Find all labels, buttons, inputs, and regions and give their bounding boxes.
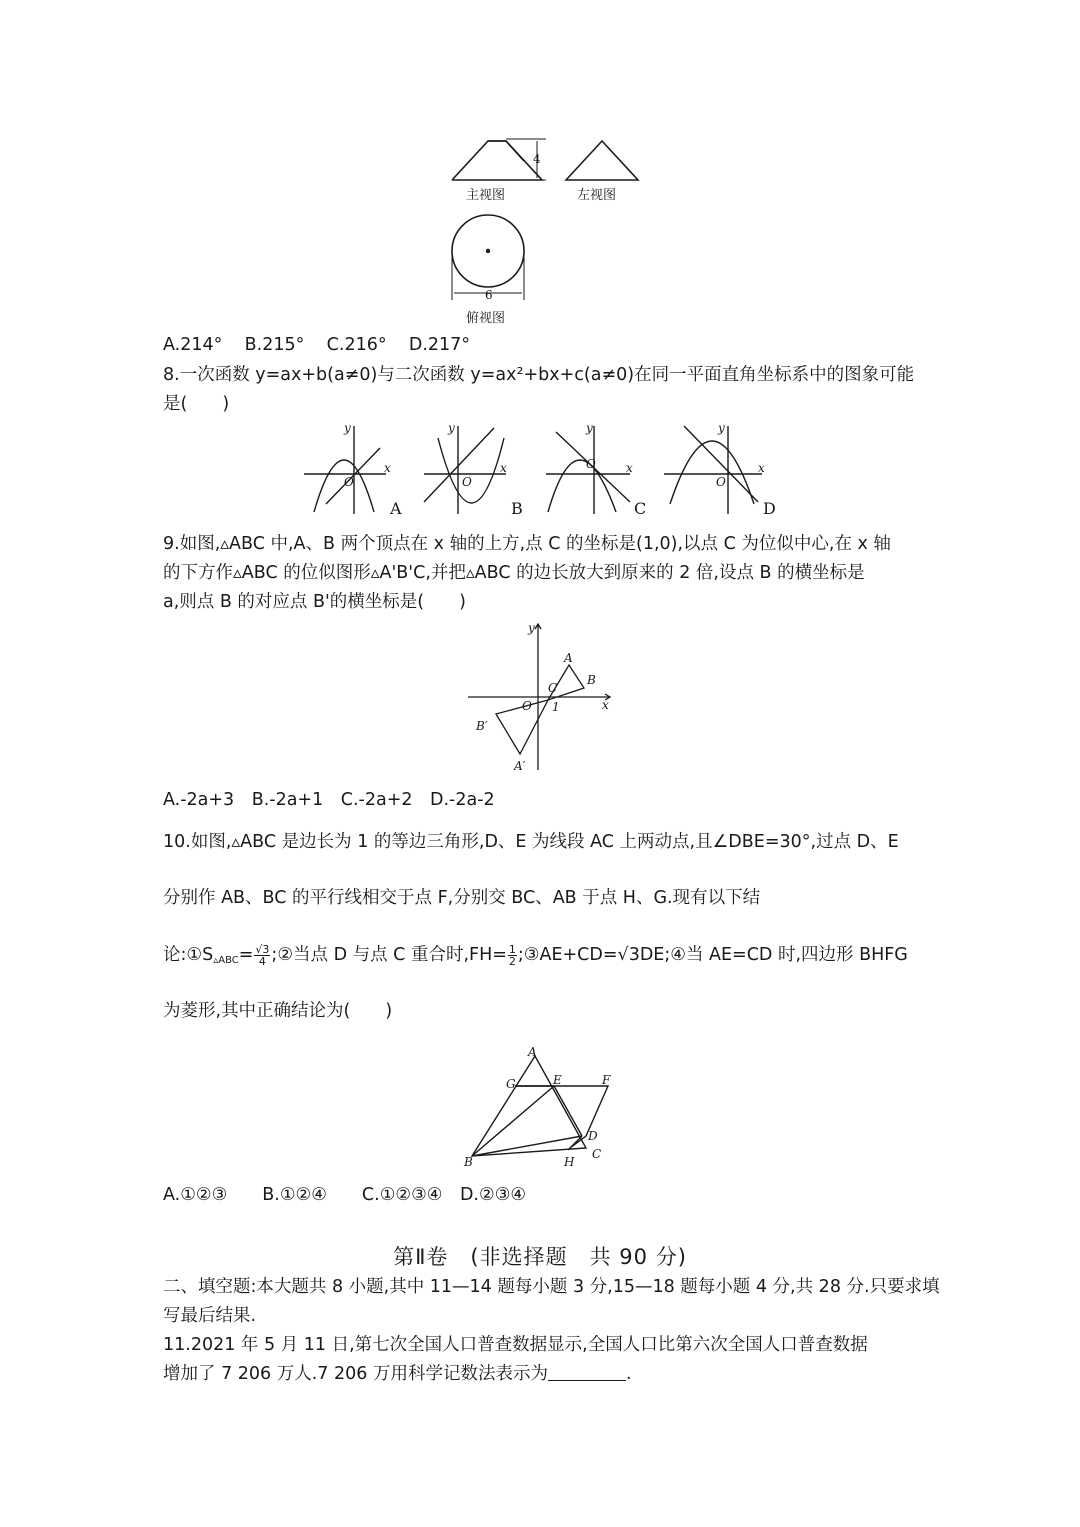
- q10-point-b: B: [464, 1155, 473, 1169]
- q10-frac1-num: √3: [255, 942, 270, 956]
- q11-text-line1: 11.2021 年 5 月 11 日,第七次全国人口普查数据显示,全国人口比第六次全国人口普查数据: [163, 1335, 868, 1355]
- graph-c-x-label: x: [626, 461, 633, 475]
- section-2-intro-line1: 二、填空题:本大题共 8 小题,其中 11—14 题每小题 3 分,15—18 题每小题 4 分,共 28 分.只要求填: [163, 1277, 940, 1297]
- q10-text-line4: 为菱形,其中正确结论为( ): [163, 1001, 393, 1021]
- q10-text-line3: [163, 941, 908, 975]
- q10-fraction-sqrt3-over-4: [254, 944, 270, 967]
- q9-text-line2: 的下方作▵ABC 的位似图形▵A'B'C,并把▵ABC 的边长放大到原来的 2 倍,设点 B 的横坐标是: [163, 563, 865, 583]
- top-view-label: 俯视图: [466, 311, 506, 326]
- graph-a-x-label: x: [384, 461, 391, 475]
- q9-figure: [468, 620, 618, 776]
- q7-option-d: D.217°: [408, 335, 471, 355]
- diameter-dimension: 6: [485, 288, 493, 302]
- graph-b: [424, 426, 506, 514]
- q10-point-d: D: [588, 1129, 598, 1143]
- three-view-figure: [440, 128, 660, 328]
- graph-a: [304, 426, 386, 514]
- q10-frac2-den: 2: [508, 954, 516, 968]
- q10-point-g: G: [506, 1077, 516, 1091]
- q10-figure: [458, 1044, 628, 1172]
- q9-point-b-prime: B′: [476, 719, 488, 733]
- q9-text-line3: a,则点 B 的对应点 B'的横坐标是( ): [163, 592, 466, 612]
- q11-text-before-blank: 增加了 7 206 万人.7 206 万用科学记数法表示为: [163, 1364, 548, 1384]
- q9-point-a-prime: A′: [514, 759, 526, 773]
- graph-d: [664, 426, 762, 514]
- q9-options: A.-2a+3 B.-2a+1 C.-2a+2 D.-2a-2: [163, 790, 495, 810]
- q8-text-line1: 8.一次函数 y=ax+b(a≠0)与二次函数 y=ax²+bx+c(a≠0)在同一平面直角坐标系中的图象可能: [163, 365, 915, 385]
- q9-point-b: B: [587, 673, 596, 687]
- q9-point-a: A: [564, 651, 573, 665]
- q10-options: A.①②③ B.①②④ C.①②③④ D.②③④: [163, 1185, 527, 1205]
- q10-point-c: C: [592, 1147, 602, 1161]
- q10-conclusion-1-prefix: 论:①S: [163, 945, 214, 965]
- q9-y-label: y: [528, 621, 535, 635]
- left-view-label: 左视图: [577, 188, 617, 203]
- q10-frac2-num: 1: [508, 942, 516, 956]
- q7-options: [163, 334, 470, 356]
- front-view-shape: [452, 141, 542, 180]
- q11-text-line2: [163, 1363, 632, 1385]
- graph-b-x-label: x: [500, 461, 507, 475]
- graph-a-letter: A: [390, 499, 402, 518]
- q10-conclusion-3-4: ;③AE+CD=√3DE;④当 AE=CD 时,四边形 BHFG: [517, 945, 908, 965]
- q10-text-line1: 10.如图,▵ABC 是边长为 1 的等边三角形,D、E 为线段 AC 上两动点,且∠DBE=30°,过点 D、E: [163, 832, 899, 852]
- graph-c-origin: O: [586, 457, 596, 471]
- graph-c-letter: C: [634, 499, 647, 518]
- q10-text-line2: 分别作 AB、BC 的平行线相交于点 F,分别交 BC、AB 于点 H、G.现有以下结: [163, 888, 761, 908]
- q11-text-after-blank: .: [625, 1364, 632, 1384]
- q9-text-line1: 9.如图,▵ABC 中,A、B 两个顶点在 x 轴的上方,点 C 的坐标是(1,0),以点 C 为位似中心,在 x 轴: [163, 534, 891, 554]
- q10-point-h: H: [564, 1155, 575, 1169]
- height-dimension: 4: [533, 152, 541, 166]
- front-view-label: 主视图: [466, 188, 506, 203]
- q9-x-label: x: [602, 698, 609, 712]
- graph-b-y-label: y: [448, 421, 455, 435]
- q9-one-label: 1: [552, 700, 560, 714]
- q10-fraction-one-half: [508, 944, 517, 967]
- q10-subscript-abc: ▵ABC: [213, 955, 239, 966]
- graph-a-y-label: y: [344, 421, 351, 435]
- section-2-intro-line2: 写最后结果.: [163, 1306, 257, 1326]
- graph-a-origin: O: [344, 475, 354, 489]
- graph-d-y-label: y: [718, 421, 725, 435]
- q7-option-c: C.216°: [326, 335, 387, 355]
- graph-d-origin: O: [716, 475, 726, 489]
- graph-c-y-label: y: [586, 421, 593, 435]
- q10-equals: =: [238, 945, 254, 965]
- graph-b-letter: B: [511, 499, 523, 518]
- q8-graphs: [300, 418, 790, 520]
- left-view-shape: [566, 141, 638, 180]
- graph-d-letter: D: [763, 499, 776, 518]
- q8-text-line2: 是( ): [163, 394, 230, 414]
- graph-d-x-label: x: [758, 461, 765, 475]
- q11-answer-blank[interactable]: [548, 1364, 626, 1381]
- q10-conclusion-2: ;②当点 D 与点 C 重合时,FH=: [271, 945, 507, 965]
- graph-b-origin: O: [462, 475, 472, 489]
- q10-point-a: A: [528, 1045, 537, 1059]
- q7-option-a: A.214°: [163, 335, 223, 355]
- q9-origin: O: [522, 699, 532, 713]
- q7-option-b: B.215°: [244, 335, 305, 355]
- section-2-title: 第Ⅱ卷 (非选择题 共 90 分): [393, 1245, 687, 1269]
- q10-point-f: F: [602, 1073, 611, 1087]
- q9-point-c: C: [548, 681, 558, 695]
- q10-frac1-den: 4: [258, 954, 266, 968]
- q10-point-e: E: [553, 1073, 562, 1087]
